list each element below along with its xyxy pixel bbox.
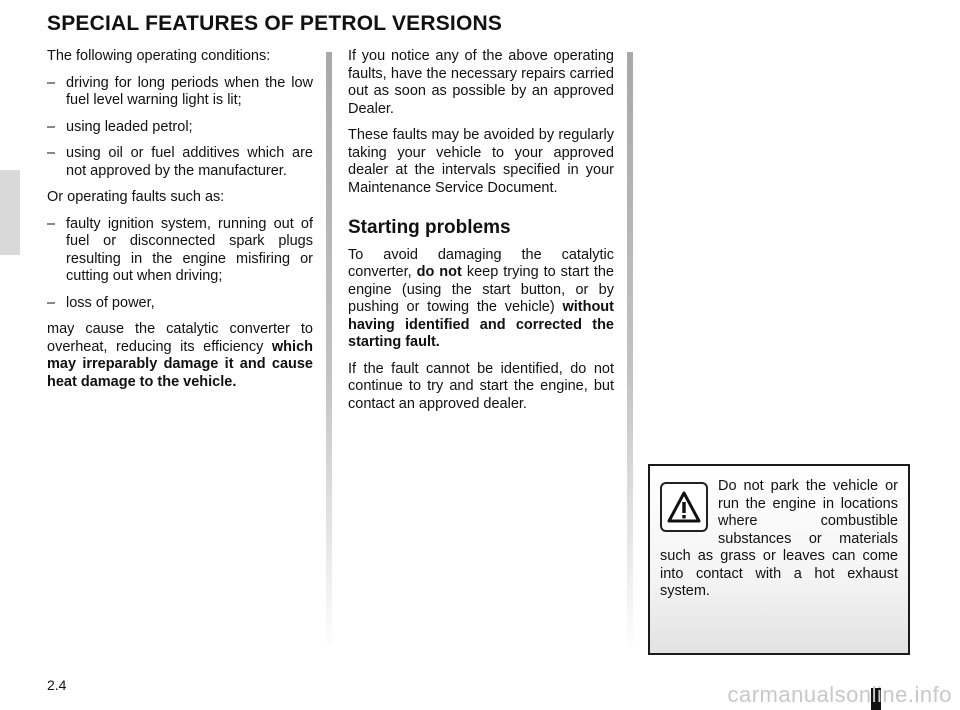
column-divider <box>627 52 633 652</box>
watermark: carmanualsonline.info <box>727 682 952 707</box>
do-not-bold-text: do not <box>416 264 462 280</box>
conditions-list <box>47 75 313 181</box>
list-item: – faulty ignition system, running out of fuel or disconnected spark plugs resulting in the engine misfiring or cutting out when driving; <box>47 216 313 286</box>
middle-column <box>348 48 614 422</box>
warning-box <box>648 464 910 655</box>
starting-bold-text: without having identified and corrected the starting fault. <box>348 299 614 350</box>
list-item: – driving for long periods when the low fuel level warning light is lit; <box>47 75 313 110</box>
page-number: 2.4 <box>47 677 67 693</box>
conclusion-text: may cause the catalytic converter to overheat, reducing its efficiency <box>47 321 313 355</box>
conditions-intro: The following operating conditions: <box>47 48 271 64</box>
maintenance-paragraph: These faults may be avoided by regularly taking your vehicle to your approved dealer at the intervals specified in your Maintenance Service Document. <box>348 127 614 196</box>
starting-paragraph <box>348 247 614 352</box>
conclusion-bold-text: which may irreparably damage it and cause heat damage to the vehicle. <box>47 338 313 390</box>
conclusion-paragraph <box>47 321 313 391</box>
page-title: SPECIAL FEATURES OF PETROL VERSIONS <box>47 12 503 35</box>
left-column <box>47 48 313 400</box>
starting-text: keep trying to start the engine (using the start button, or by pushing or towing the vehicle) <box>348 264 614 315</box>
faults-list <box>47 216 313 313</box>
unidentified-fault-paragraph: If the fault cannot be identified, do not continue to try and start the engine, but contact an approved dealer. <box>348 360 614 412</box>
column-divider <box>326 52 332 652</box>
warning-text: Do not park the vehicle or run the engine in locations where combustible substances or materials such as grass or leaves can come into contact with a hot exhaust system. <box>660 478 898 599</box>
list-item: – using oil or fuel additives which are not approved by the manufacturer. <box>47 145 313 180</box>
chapter-side-tab <box>0 170 20 255</box>
starting-text: To avoid damaging the catalytic converter, <box>348 246 614 280</box>
warning-triangle-icon <box>660 482 708 532</box>
starting-problems-heading: Starting problems <box>348 217 511 238</box>
list-item: – using leaded petrol; <box>47 119 313 137</box>
repairs-paragraph: If you notice any of the above operating faults, have the necessary repairs carried out as soon as possible by an approved Dealer. <box>348 48 614 117</box>
list-item: – loss of power, <box>47 295 313 313</box>
faults-intro: Or operating faults such as: <box>47 189 225 205</box>
